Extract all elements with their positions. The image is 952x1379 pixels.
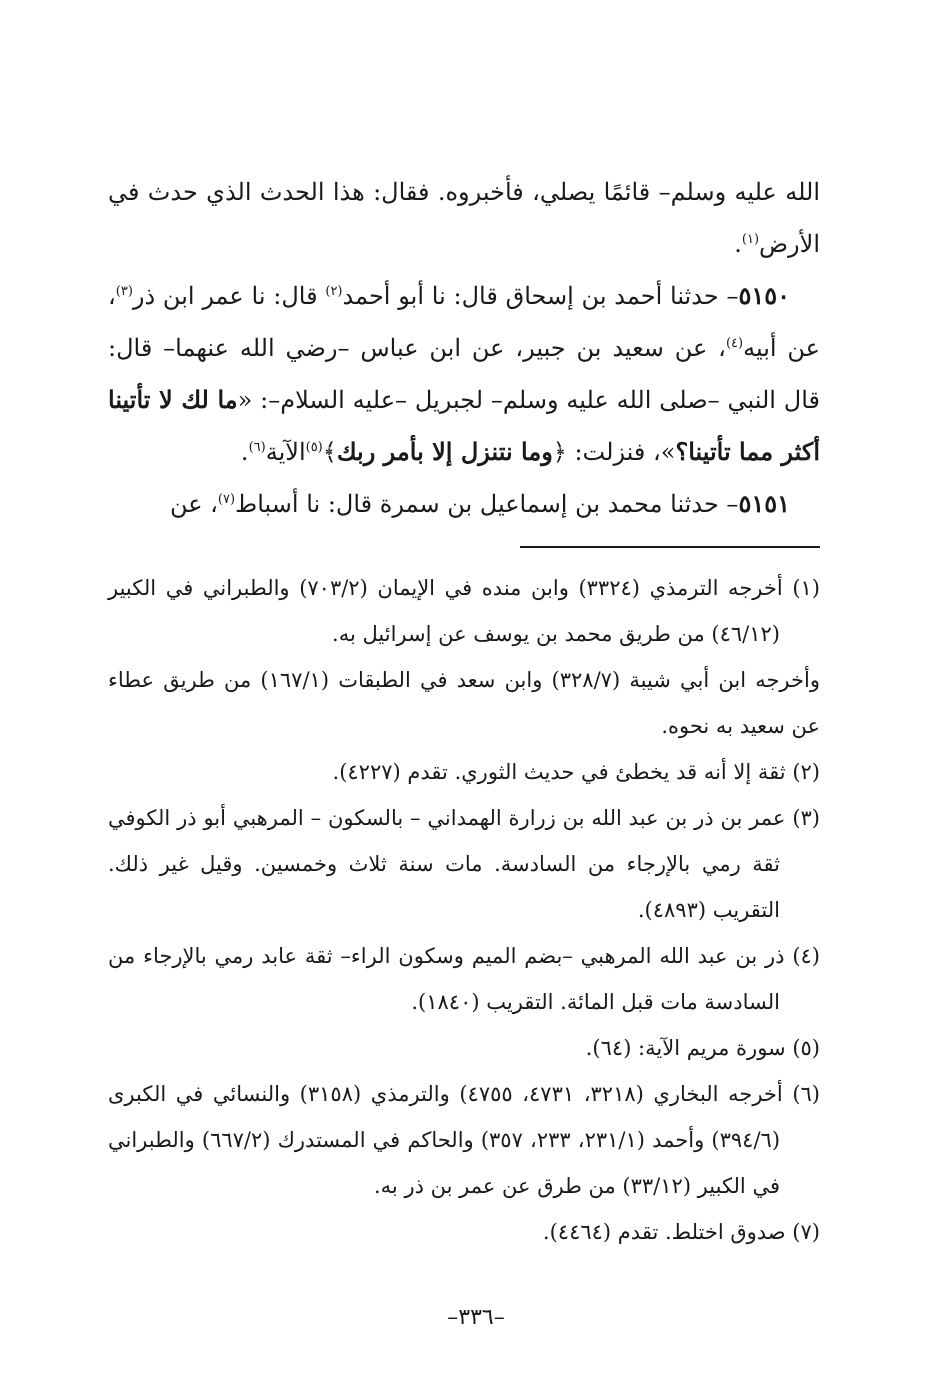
hadith-5150: ٥١٥٠– حدثنا أحمد بن إسحاق قال: نا أبو أحمد$^{(٢)}$ قال: نا عمر ابن ذر$^{(٣)}$، عن أبيه$^{(٤)}$، عن سعيد بن جبير، عن ابن عباس –رضي الله عنهما– قال: قال النبي –صلى الله عليه وسلم– لجبريل –عليه السلام–: «ما لك لا تأتينا أكثر مما تأتينا؟»، فنزلت: ﴿وما نتنزل إلا بأمر ربك﴾$^{(٥)}$الآية$^{(٦)}$. — [108, 281, 820, 466]
footnote-7: (٧) صدوق اختلط. تقدم (٤٤٦٤). — [542, 1220, 820, 1244]
bold-quote: ما لك لا تأتينا أكثر مما تأتينا؟ — [108, 385, 820, 466]
footnote-5: (٥) سورة مريم الآية: (٦٤). — [585, 1036, 820, 1060]
footnote-separator — [520, 546, 820, 548]
footnote-6: (٦) أخرجه البخاري (٣٢١٨، ٤٧٣١، ٤٧٥٥) والترمذي (٣١٥٨) والنسائي في الكبرى (٣٩٤/٦) وأحمد (٢٣١/١، ٢٣٣، ٣٥٧) والحاكم في المستدرك (٦٦٧/٢) والطبراني في الكبير (٣٣/١٢) من طرق عن عمر بن ذر به. — [108, 1082, 820, 1198]
hadith-5151: ٥١٥١– حدثنا محمد بن إسماعيل بن سمرة قال: نا أسباط$^{(٧)}$، عن — [169, 489, 790, 518]
footnote-ref-4: (٤) — [725, 336, 744, 351]
footnotes — [108, 565, 820, 1255]
footnote-4: (٤) ذر بن عبد الله المرهبي –بضم الميم وسكون الراء– ثقة عابد رمي بالإرجاء من السادسة مات قبل المائة. التقريب (١٨٤٠). — [108, 944, 820, 1014]
footnote-2: (٢) ثقة إلا أنه قد يخطئ في حديث الثوري. تقدم (٤٢٢٧). — [332, 760, 820, 784]
footnote-ref-6: (٦) — [248, 440, 266, 455]
footnote-ref-2: (٢) — [325, 284, 343, 299]
footnote-3: (٣) عمر بن ذر بن عبد الله بن زرارة الهمداني – بالسكون – المرهبي أبو ذر الكوفي ثقة رمي بالإرجاء من السادسة. مات سنة ثلاث وخمسين. وقيل غير ذلك. التقريب (٤٨٩٣). — [108, 806, 820, 922]
footnote-ref-3: (٣) — [115, 284, 133, 299]
footnote-1: (١) أخرجه الترمذي (٣٣٢٤) وابن منده في الإيمان (٧٠٣/٢) والطبراني في الكبير (٤٦/١٢) من طريق محمد بن يوسف عن إسرائيل به. — [108, 576, 820, 646]
footnote-ref-7: (٧) — [217, 492, 236, 507]
main-text — [108, 166, 820, 530]
hadith-number: ٥١٥٠ — [738, 281, 791, 310]
hadith-number: ٥١٥١ — [738, 489, 790, 518]
paragraph-continuation: الله عليه وسلم– قائمًا يصلي، فأخبروه. فقال: هذا الحدث الذي حدث في الأرض$^{(١)}$. — [108, 178, 821, 258]
footnote-ref-1: (١) — [741, 232, 760, 247]
quran-verse: وما نتنزل إلا بأمر ربك — [336, 437, 553, 466]
footnote-1-continued: وأخرجه ابن أبي شيبة (٣٢٨/٧) وابن سعد في الطبقات (١٦٧/١) من طريق عطاء عن سعيد به نحوه. — [108, 668, 820, 738]
footnote-ref-5: (٥) — [305, 440, 323, 455]
page-number: –٣٣٦– — [447, 1305, 505, 1330]
